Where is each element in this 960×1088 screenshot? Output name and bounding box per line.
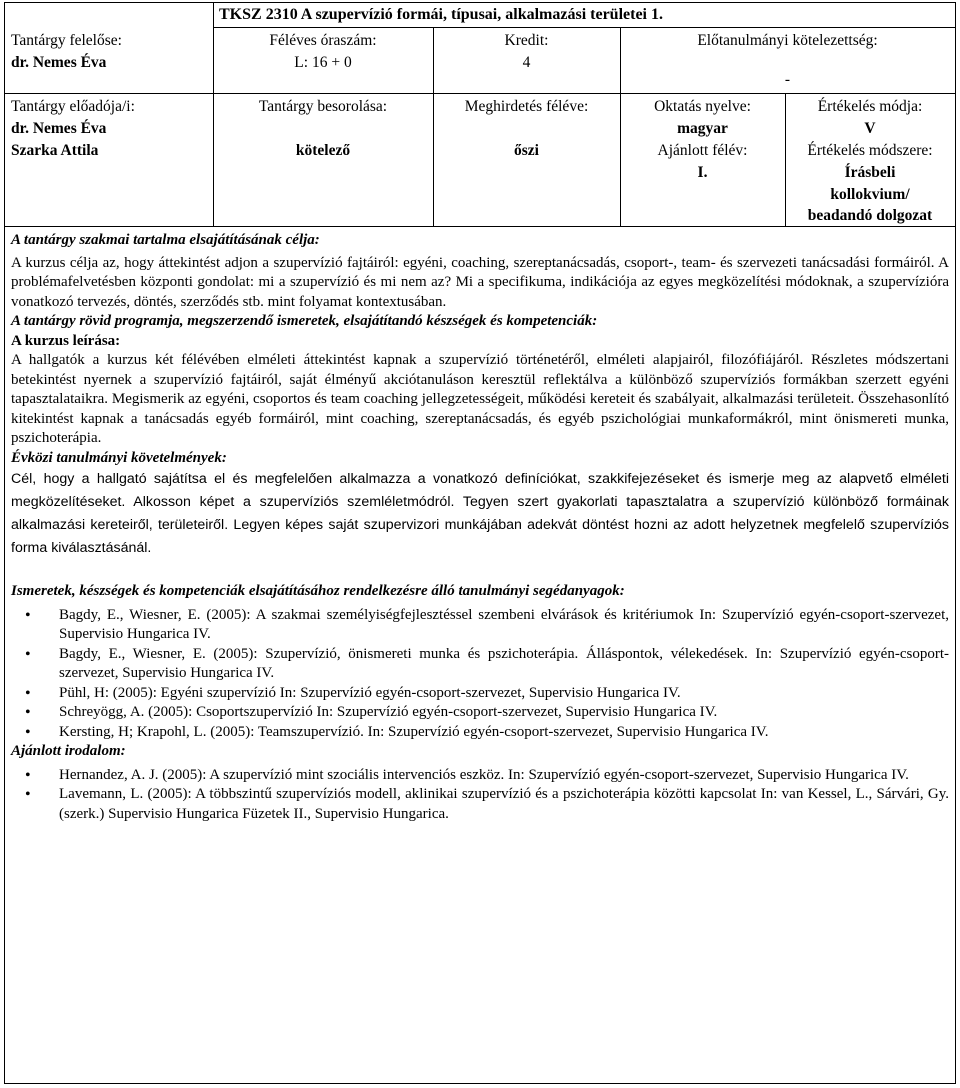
list-item: • Schreyögg, A. (2005): Csoportszupervízió In: Szupervízió egyén-csoport-szervezet, Supervisio Hungarica IV. — [59, 703, 949, 723]
lecturer-name: Szarka Attila — [11, 142, 99, 159]
recommended-reading-heading: Ajánlott irodalom: — [11, 743, 126, 759]
materials-list — [11, 606, 949, 743]
responsible-name: dr. Nemes Éva — [11, 54, 107, 71]
eval-method-value: kollokvium/ — [830, 186, 910, 203]
eval-method-label: Értékelés módszere: — [807, 142, 933, 159]
list-item: • Bagdy, E., Wiesner, E. (2005): A szakmai személyiségfejlesztéssel szembeni elvárások és kritériumok In: Szupervízió egyén-csoport-szervezet, Supervisio Hungarica IV. — [59, 606, 949, 645]
eval-method-value: beadandó dolgozat — [807, 207, 933, 224]
requirements-heading: Évközi tanulmányi követelmények: — [11, 449, 227, 466]
grid-divider — [213, 27, 955, 28]
description-text: A hallgatók a kurzus két félévében elméleti áttekintést kapnak a szupervízió történetéről, elméleti alapjairól, filozófiájáról. Részletes módszertani betekintést nyernek a szupervízió fajtáiról, saját élményű akciótanuláson keresztül reflektálva a különböző szupervíziós formákban szerzett egyéni tapasztalataikra. Megismerik az egyéni, csoportos és team coaching jellegzetességeit, működési kereteit és szabályait, alkalmazási területeit. Összehasonlító kitekintést kapnak a tanácsadás egyéb formáiról, mint coaching, szereptanácsadás, és egyéb pszichológiai munkaformákról, mint önismereti munka, pszichoterápia. — [11, 352, 949, 446]
list-item: • Pühl, H: (2005): Egyéni szupervízió In: Szupervízió egyén-csoport-szervezet, Supervisio Hungarica IV. — [59, 684, 949, 704]
list-item: • Lavemann, L. (2005): A többszintű szupervíziós modell, aklinikai szupervízió és a pszichoterápia közötti kapcsolat In: van Kessel, L., Sárvári, Gy. (szerk.) Supervisio Hungarica Füzetek II., Supervisio Hungarica. — [59, 785, 949, 824]
language-label: Oktatás nyelve: — [654, 98, 751, 115]
course-title: TKSZ 2310 A szupervízió formái, típusai, alkalmazási területei 1. — [219, 6, 663, 23]
course-content — [11, 231, 949, 824]
lecturer-label: Tantárgy előadója/i: — [11, 98, 135, 115]
grid-divider — [5, 93, 955, 94]
prereq-label: Előtanulmányi kötelezettség: — [697, 32, 878, 49]
eval-method-value: Írásbeli — [844, 164, 896, 181]
goal-heading: A tantárgy szakmai tartalma elsajátításának célja: — [11, 232, 320, 248]
course-header-table — [5, 3, 955, 227]
recommended-semester-value: I. — [697, 164, 708, 181]
credit-label: Kredit: — [504, 32, 549, 49]
description-heading: A kurzus leírása: — [11, 332, 121, 349]
language-value: magyar — [677, 120, 728, 137]
semester-label: Meghirdetés féléve: — [464, 98, 589, 115]
recommended-semester-label: Ajánlott félév: — [657, 142, 748, 159]
hours-label: Féléves óraszám: — [269, 32, 377, 49]
list-item: • Bagdy, E., Wiesner, E. (2005): Szupervízió, önismereti munka és pszichoterápia. Álláspontok, vélekedések. In: Szupervízió egyén-csoport-szervezet, Supervisio Hungarica IV. — [59, 645, 949, 684]
semester-value: őszi — [514, 142, 539, 159]
prereq-value: - — [784, 71, 791, 88]
goal-text: A kurzus célja az, hogy áttekintést adjon a szupervízió fajtáiról: egyéni, coaching, szereptanácsadás, csoport-, team- és szervezeti tanácsadási formáiról. A problémafelvetésben központi gondolat: mi a szupervízió és mi nem az? Mi a specifikuma, indikációja az egyes megközelítési módoknak, a szupervízióra vonatkozó tervezés, döntés, szerződés stb. mint folyamat kontextusában. — [11, 254, 949, 310]
lecturer-name: dr. Nemes Éva — [11, 120, 107, 137]
recommended-reading-list — [11, 766, 949, 825]
requirements-text: Cél, hogy a hallgató sajátítsa el és megfelelően alkalmazza a vonatkozó definíciókat, szakkifejezéseket és ismerje meg az alapvető elméleti megközelítéseket. Alkosson képet a szupervíziós szemléletmódról. Tegyen szert gyakorlati tapasztalatra a szupervízió különböző formáinak alkalmazási kereteiről, területeiről. Legyen képes saját szupervizori munkájában adekvát döntést hozni az adott helyzetnek megfelelő szupervíziós forma kiválasztásánál. — [11, 471, 949, 556]
grid-divider — [5, 226, 955, 227]
list-item: • Kersting, H; Krapohl, L. (2005): Teamszupervízió. In: Szupervízió egyén-csoport-szervezet, Supervisio Hungarica IV. — [59, 723, 949, 743]
syllabus-page — [4, 2, 956, 1084]
eval-mode-label: Értékelés módja: — [817, 98, 923, 115]
classification-label: Tantárgy besorolása: — [258, 98, 388, 115]
classification-value: kötelező — [295, 142, 351, 159]
hours-value: L: 16 + 0 — [294, 54, 352, 71]
program-heading: A tantárgy rövid programja, megszerzendő ismeretek, elsajátítandó készségek és kompetenciák: — [11, 313, 598, 329]
responsible-label: Tantárgy felelőse: — [11, 32, 122, 49]
credit-value: 4 — [522, 54, 531, 71]
list-item: • Hernandez, A. J. (2005): A szupervízió mint szociális intervenciós eszköz. In: Szupervízió egyén-csoport-szervezet, Supervisio Hungarica IV. — [59, 766, 949, 786]
materials-heading: Ismeretek, készségek és kompetenciák elsajátításához rendelkezésre álló tanulmányi segédanyagok: — [11, 583, 625, 599]
eval-mode-value: V — [864, 120, 876, 137]
